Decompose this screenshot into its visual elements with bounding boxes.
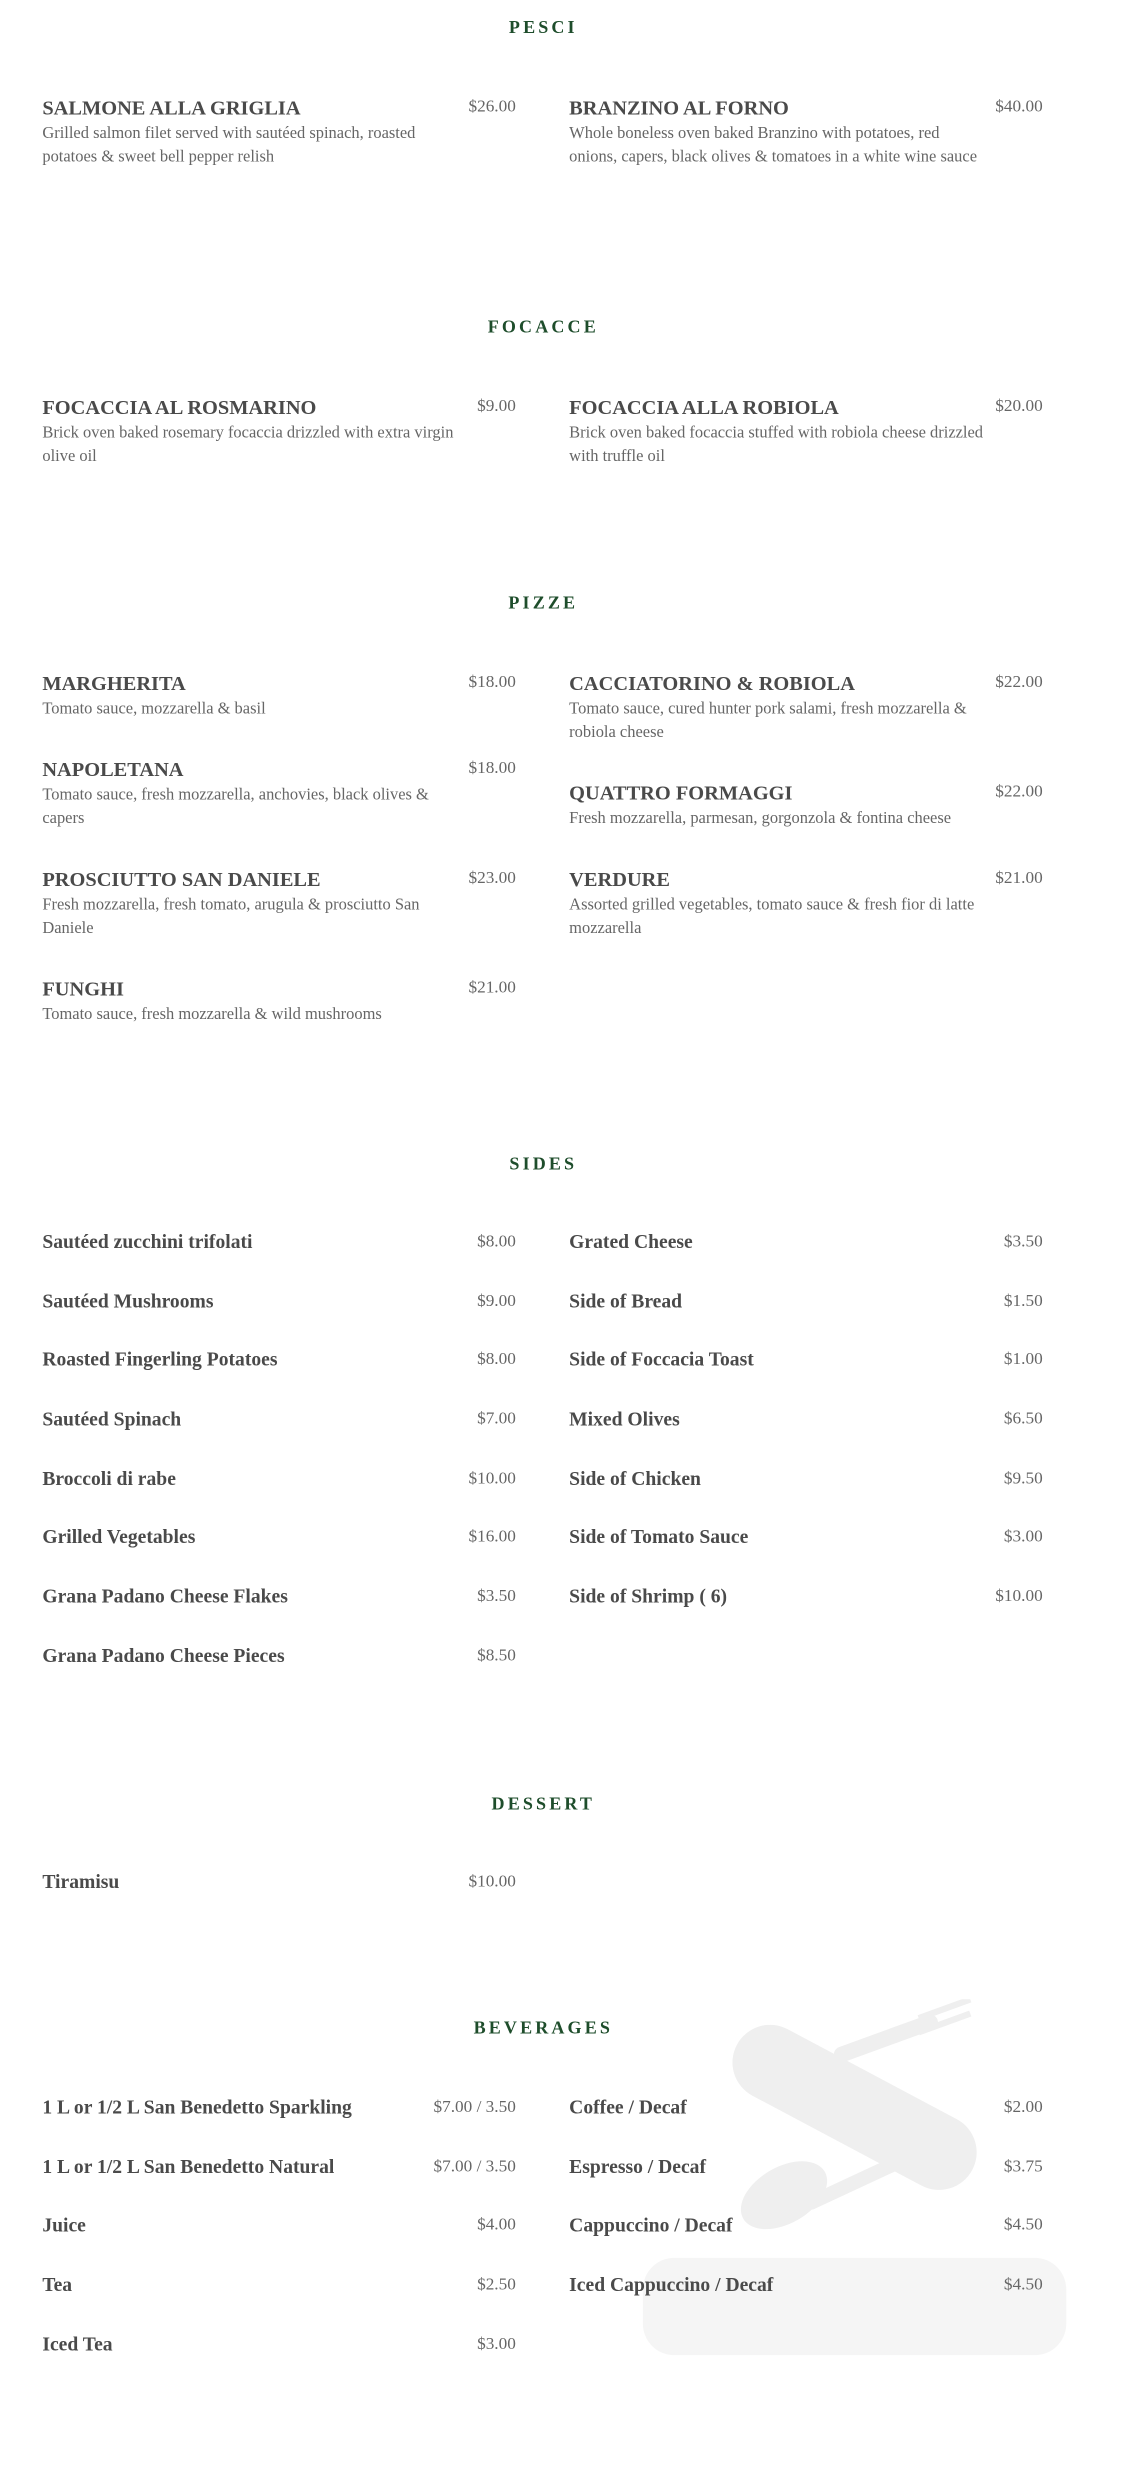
- item-price: $7.00 / 3.50: [433, 2157, 516, 2176]
- menu-item: [569, 864, 1043, 941]
- item-name: Side of Chicken: [569, 1467, 701, 1490]
- item-price: $4.50: [1003, 2275, 1043, 2295]
- item-name: Grana Padano Cheese Flakes: [42, 1585, 288, 1608]
- item-price: $21.00: [995, 868, 1043, 888]
- item-price: $22.00: [995, 782, 1043, 802]
- item-name: MARGHERITA: [42, 671, 186, 695]
- section-heading-beverages: BEVERAGES: [473, 2019, 614, 2039]
- item-name: FUNGHI: [42, 976, 124, 1001]
- item-price: $18.00: [468, 672, 516, 692]
- item-name: SALMONE ALLA GRIGLIA: [42, 95, 301, 120]
- item-name: Sautéed Mushrooms: [42, 1289, 214, 1312]
- sides-left-column: [42, 1228, 516, 1701]
- item-name: FOCACCIA AL ROSMARINO: [42, 395, 317, 419]
- focacce-right-column: [569, 392, 1043, 502]
- item-price: $1.00: [1003, 1350, 1043, 1370]
- item-price: $3.50: [477, 1587, 516, 1606]
- menu-item: [569, 668, 1043, 745]
- item-price: $22.00: [995, 672, 1043, 692]
- menu-item: [569, 1228, 1043, 1287]
- menu-item: [42, 2152, 516, 2211]
- item-name: CACCIATORINO & ROBIOLA: [569, 671, 855, 695]
- item-price: $2.00: [1003, 2097, 1043, 2117]
- dessert-left-column: [42, 1867, 516, 1926]
- item-description: Brick oven baked rosemary focaccia drizzled with extra virgin olive oil: [42, 424, 454, 466]
- item-price: $10.00: [468, 1872, 516, 1892]
- item-price: $26.00: [468, 97, 516, 117]
- menu-item: [569, 1582, 1043, 1641]
- item-price: $8.00: [477, 1350, 516, 1370]
- focacce-left-column: [42, 392, 516, 502]
- item-description: Tomato sauce, cured hunter pork salami, fresh mozzarella & robiola cheese: [569, 700, 967, 742]
- item-price: $7.00 / 3.50: [433, 2097, 516, 2117]
- item-name: PROSCIUTTO SAN DANIELE: [42, 867, 321, 891]
- menu-item: [42, 1867, 516, 1926]
- section-heading-pesci: PESCI: [508, 18, 578, 38]
- item-name: Mixed Olives: [569, 1408, 680, 1431]
- item-price: $8.50: [477, 1646, 516, 1665]
- menu-item: [42, 1464, 516, 1523]
- item-description: Fresh mozzarella, fresh tomato, arugula & prosciutto San Daniele: [42, 896, 420, 938]
- item-price: $23.00: [468, 868, 516, 888]
- item-price: $6.50: [1003, 1409, 1043, 1429]
- menu-item: [42, 1346, 516, 1405]
- item-name: Espresso / Decaf: [569, 2155, 707, 2178]
- menu-item: [569, 2271, 1043, 2330]
- menu-item: [42, 2211, 516, 2270]
- item-price: $9.50: [1003, 1468, 1043, 1488]
- item-name: BRANZINO AL FORNO: [569, 95, 789, 120]
- item-price: $3.00: [1003, 1527, 1043, 1547]
- item-description: Tomato sauce, fresh mozzarella & wild mushrooms: [42, 1006, 382, 1024]
- item-name: Sautéed zucchini trifolati: [42, 1230, 253, 1253]
- pizze-left-column: [42, 668, 516, 1060]
- item-price: $3.75: [1003, 2157, 1043, 2176]
- item-price: $10.00: [995, 1587, 1043, 1606]
- item-name: Sautéed Spinach: [42, 1408, 182, 1431]
- menu-item: [42, 1582, 516, 1641]
- item-description: Tomato sauce, fresh mozzarella, anchovies, black olives & capers: [42, 787, 429, 828]
- menu-item: [42, 2093, 516, 2152]
- menu-item: [569, 1346, 1043, 1405]
- item-description: Grilled salmon filet served with sautéed spinach, roasted potatoes & sweet bell pepper relish: [42, 125, 416, 167]
- item-description: Assorted grilled vegetables, tomato sauce & fresh fior di latte mozzarella: [569, 896, 975, 938]
- menu-item: [42, 2330, 516, 2389]
- menu-item: [569, 1405, 1043, 1464]
- item-name: Iced Cappuccino / Decaf: [569, 2273, 774, 2296]
- item-price: $21.00: [468, 978, 516, 998]
- item-name: Grilled Vegetables: [42, 1526, 196, 1549]
- item-name: Iced Tea: [42, 2332, 113, 2355]
- menu-item: [42, 93, 516, 170]
- item-name: Juice: [42, 2214, 86, 2237]
- item-name: Grated Cheese: [569, 1230, 693, 1253]
- item-price: $4.00: [477, 2216, 516, 2235]
- section-heading-focacce: FOCACCE: [487, 318, 599, 338]
- beverages-right-column: [569, 2093, 1043, 2329]
- item-name: Tiramisu: [42, 1870, 120, 1893]
- menu-item: [569, 2152, 1043, 2211]
- section-heading-pizze: PIZZE: [508, 594, 579, 614]
- menu-item: [42, 392, 516, 469]
- item-price: $9.00: [477, 396, 516, 416]
- pesci-left-column: [42, 93, 516, 203]
- item-name: 1 L or 1/2 L San Benedetto Natural: [42, 2155, 335, 2178]
- menu-item: [569, 778, 1043, 831]
- item-description: Whole boneless oven baked Branzino with potatoes, red onions, capers, black olives & tomatoes in a white wine sauce: [569, 125, 978, 167]
- menu-item: [569, 2211, 1043, 2270]
- item-price: $9.00: [477, 1291, 516, 1311]
- menu-item: [569, 1464, 1043, 1523]
- menu-item: [42, 1287, 516, 1346]
- menu-item: [42, 1641, 516, 1700]
- menu-item: [569, 1523, 1043, 1582]
- item-price: $7.00: [477, 1409, 516, 1429]
- menu-item: [42, 1228, 516, 1287]
- menu-item: [569, 1287, 1043, 1346]
- item-name: QUATTRO FORMAGGI: [569, 780, 793, 805]
- item-name: Roasted Fingerling Potatoes: [42, 1349, 278, 1372]
- item-price: $3.00: [477, 2334, 516, 2354]
- item-price: $1.50: [1003, 1291, 1043, 1311]
- sides-right-column: [569, 1228, 1043, 1642]
- item-name: Coffee / Decaf: [569, 2096, 687, 2119]
- item-price: $18.00: [468, 758, 516, 778]
- menu-item: [569, 2093, 1043, 2152]
- menu-item: [42, 668, 516, 721]
- item-description: Tomato sauce, mozzarella & basil: [42, 700, 266, 719]
- item-name: 1 L or 1/2 L San Benedetto Sparkling: [42, 2096, 352, 2119]
- section-heading-sides: SIDES: [509, 1155, 578, 1175]
- item-name: VERDURE: [569, 867, 671, 891]
- item-name: Broccoli di rabe: [42, 1467, 176, 1490]
- item-price: $16.00: [468, 1527, 516, 1547]
- menu-item: [42, 864, 516, 941]
- item-price: $10.00: [468, 1468, 516, 1488]
- item-price: $4.50: [1003, 2216, 1043, 2235]
- item-name: Tea: [42, 2273, 73, 2296]
- menu-item: [42, 2271, 516, 2330]
- item-name: Side of Foccacia Toast: [569, 1349, 754, 1372]
- item-price: $8.00: [477, 1232, 516, 1252]
- item-name: Side of Tomato Sauce: [569, 1526, 749, 1549]
- item-price: $40.00: [995, 97, 1043, 117]
- item-price: $20.00: [995, 396, 1043, 416]
- item-name: NAPOLETANA: [42, 757, 184, 781]
- item-price: $3.50: [1003, 1232, 1043, 1252]
- item-price: $2.50: [477, 2275, 516, 2295]
- menu-item: [42, 754, 516, 831]
- section-heading-dessert: DESSERT: [491, 1795, 596, 1815]
- item-name: Grana Padano Cheese Pieces: [42, 1644, 285, 1667]
- menu-item: [42, 1523, 516, 1582]
- menu-item: [569, 392, 1043, 469]
- item-name: Side of Shrimp ( 6): [569, 1585, 728, 1608]
- item-name: Cappuccino / Decaf: [569, 2214, 733, 2237]
- menu-item: [42, 1405, 516, 1464]
- menu-item: [569, 93, 1043, 170]
- item-name: Side of Bread: [569, 1289, 683, 1312]
- pizze-right-column: [569, 668, 1043, 974]
- pesci-right-column: [569, 93, 1043, 203]
- menu-item: [42, 974, 516, 1027]
- item-name: FOCACCIA ALLA ROBIOLA: [569, 395, 839, 419]
- item-description: Brick oven baked focaccia stuffed with robiola cheese drizzled with truffle oil: [569, 424, 984, 466]
- beverages-left-column: [42, 2093, 516, 2388]
- item-description: Fresh mozzarella, parmesan, gorgonzola & fontina cheese: [569, 810, 952, 828]
